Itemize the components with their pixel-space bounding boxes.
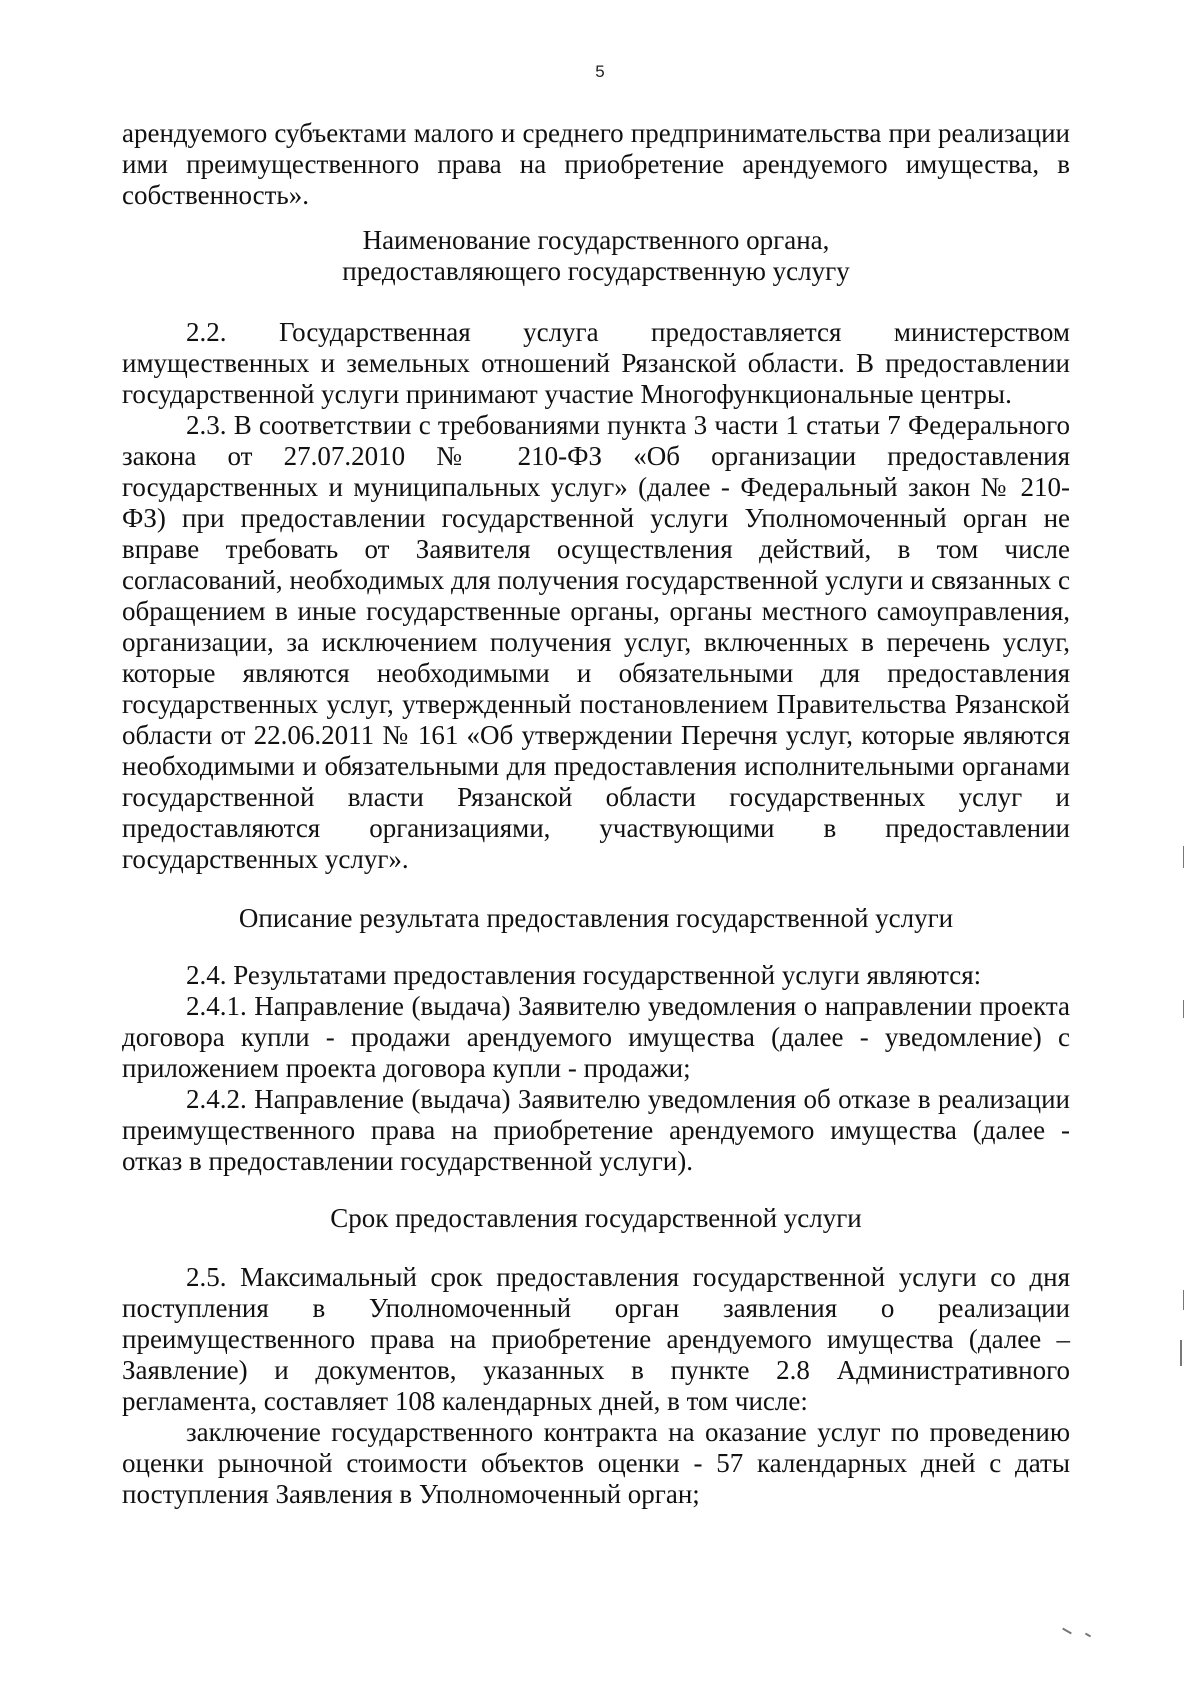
heading-term: [122, 1203, 1070, 1234]
scan-artifact-mark: [1183, 846, 1184, 868]
intro-paragraph: арендуемого субъектами малого и среднего предпринимательства при реализации ими преимущественного права на приобретение арендуемого имущества, в собственность».: [122, 118, 1070, 210]
heading-authority-line1: Наименование государственного органа,: [362, 225, 830, 255]
scan-artifact-mark: [1085, 1633, 1091, 1638]
scan-artifact-mark: [1062, 1628, 1072, 1635]
paragraph-2-4-2: 2.4.2. Направление (выдача) Заявителю уведомления об отказе в реализации преимущественного права на приобретение арендуемого имущества (далее - отказ в предоставлении государственной услуги).: [122, 1084, 1070, 1176]
paragraph-2-4-1: 2.4.1. Направление (выдача) Заявителю уведомления о направлении проекта договора купли - продажи арендуемого имущества (далее - уведомление) с приложением проекта договора купли - продажи;: [122, 991, 1070, 1083]
heading-authority-line2: предоставляющего государственную услугу: [342, 256, 850, 286]
heading-result: [122, 903, 1070, 934]
page-number: 5: [595, 62, 605, 81]
paragraph-2-5: 2.5. Максимальный срок предоставления государственной услуги со дня поступления в Уполномоченный орган заявления о реализации преимущественного права на приобретение арендуемого имущества (далее – Заявление) и документов, указанных в пункте 2.8 Административного регламента, составляет 108 календарных дней, в том числе:: [122, 1262, 1070, 1416]
paragraph-contract: заключение государственного контракта на оказание услуг по проведению оценки рыночной стоимости объектов оценки - 57 календарных дней с даты поступления Заявления в Уполномоченный орган;: [122, 1417, 1070, 1509]
document-body: [122, 118, 1070, 1510]
heading-result-text: Описание результата предоставления государственной услуги: [238, 903, 954, 933]
scan-artifact-mark: [1183, 1290, 1184, 1310]
heading-term-text: Срок предоставления государственной услуги: [330, 1203, 862, 1233]
scan-artifact-mark: [1183, 1000, 1184, 1018]
paragraph-2-2: 2.2. Государственная услуга предоставляется министерством имущественных и земельных отношений Рязанской области. В предоставлении государственной услуги принимают участие Многофункциональные центры.: [122, 317, 1070, 409]
scan-artifact-mark: [1180, 1340, 1182, 1366]
paragraph-2-4: 2.4. Результатами предоставления государственной услуги являются:: [186, 960, 982, 990]
paragraph-2-3: 2.3. В соответствии с требованиями пункта 3 части 1 статьи 7 Федерального закона от 27.07.2010 № 210-ФЗ «Об организации предоставления государственных и муниципальных услуг» (далее - Федеральный закон № 210-ФЗ) при предоставлении государственной услуги Уполномоченный орган не вправе требовать от Заявителя осуществления действий, в том числе согласований, необходимых для получения государственной услуги и связанных с обращением в иные государственные органы, органы местного самоуправления, организации, за исключением получения услуг, включенных в перечень услуг, которые являются необходимыми и обязательными для предоставления государственных услуг, утвержденный постановлением Правительства Рязанской области от 22.06.2011 № 161 «Об утверждении Перечня услуг, которые являются необходимыми и обязательными для предоставления исполнительными органами государственной власти Рязанской области государственных услуг и предоставляются организациями, участвующими в предоставлении государственных услуг».: [122, 410, 1070, 874]
heading-authority: [122, 225, 1070, 287]
